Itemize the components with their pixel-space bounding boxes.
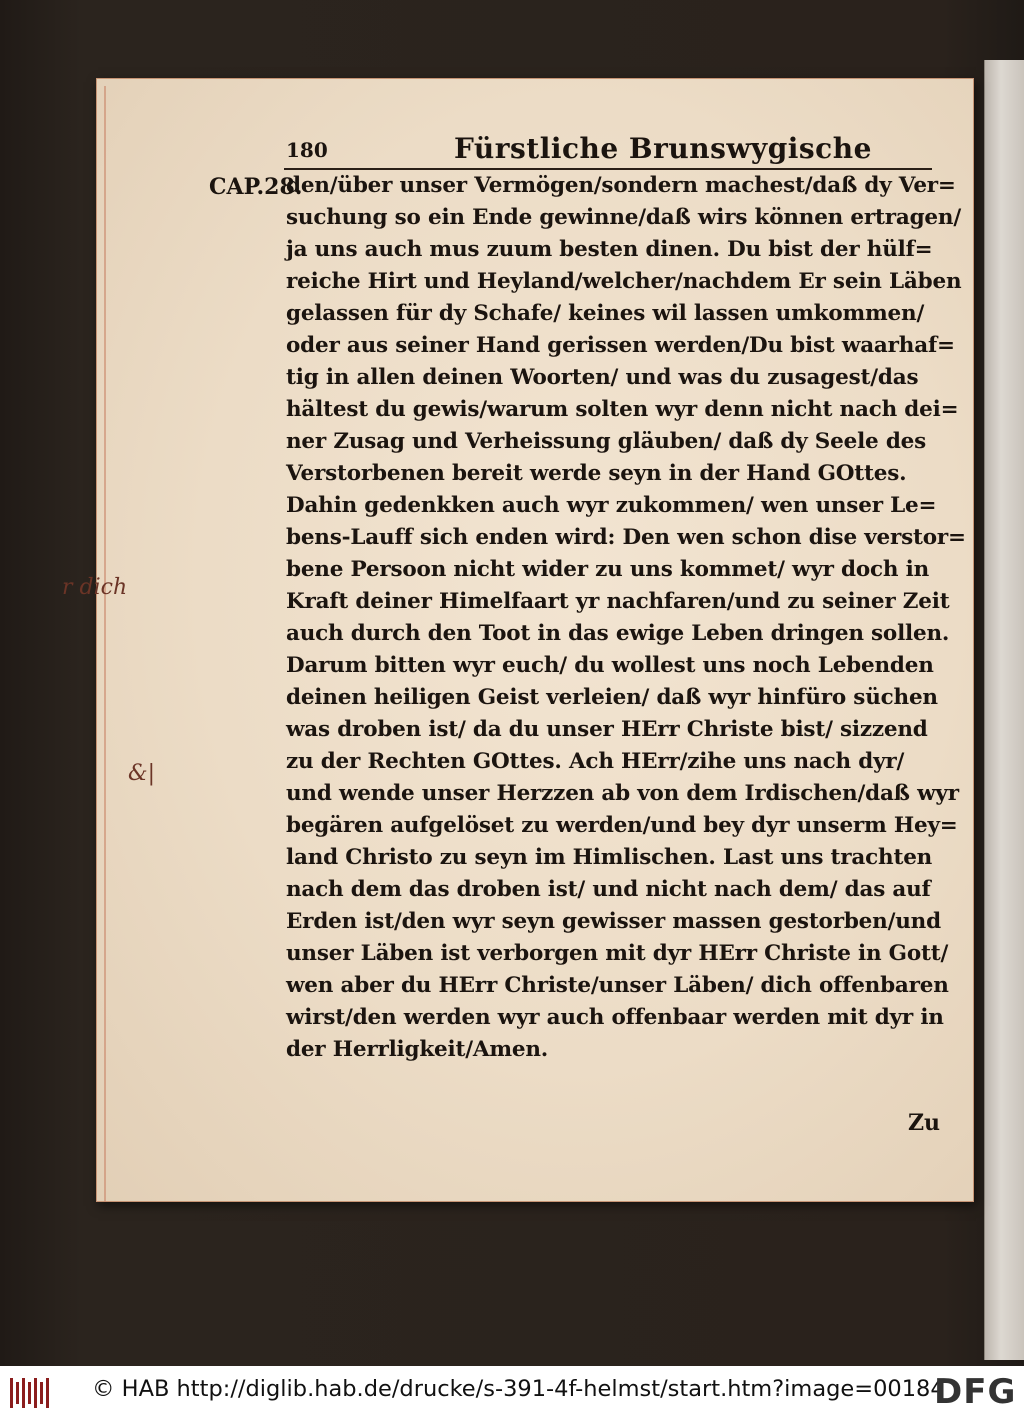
text-line: begären aufgelöset zu werden/und bey dyr unserm Hey= [286,813,958,838]
adjacent-page-edge [984,60,1024,1360]
text-line: wen aber du HErr Christe/unser Läben/ dich offenbaren [286,973,949,998]
copyright-link[interactable]: © HAB http://diglib.hab.de/drucke/s-391-4f-helmst/start.htm?image=00184 [92,1376,945,1402]
text-line: suchung so ein Ende gewinne/daß wirs können ertragen/ [286,205,961,230]
handwritten-margin-note: &| [128,761,155,786]
book-page [96,78,974,1202]
text-line: oder aus seiner Hand gerissen werden/Du bist waarhaf= [286,333,955,358]
text-line: bene Persoon nicht wider zu uns kommet/ wyr doch in [286,557,929,582]
text-line: was droben ist/ da du unser HErr Christe bist/ sizzend [286,717,928,742]
text-line: hältest du gewis/warum solten wyr denn nicht nach dei= [286,397,959,422]
text-line: Dahin gedenkken auch wyr zukommen/ wen unser Le= [286,493,937,518]
text-line: und wende unser Herzzen ab von dem Irdischen/daß wyr [286,781,959,806]
text-line: ner Zusag und Verheissung gläuben/ daß dy Seele des [286,429,927,454]
text-line: tig in allen deinen Woorten/ und was du zusagest/das [286,365,919,390]
text-line: deinen heiligen Geist verleien/ daß wyr hinfüro süchen [286,685,938,710]
text-line: unser Läben ist verborgen mit dyr HErr Christe in Gott/ [286,941,949,966]
handwritten-margin-note: r dich [62,575,128,600]
hab-logo-icon [10,1378,50,1408]
text-line: den/über unser Vermögen/sondern machest/daß dy Ver= [286,173,956,198]
running-title: Fürstliche Brunswygische [454,132,872,165]
text-line: ja uns auch mus zuum besten dinen. Du bist der hülf= [286,237,933,262]
text-line: Kraft deiner Himelfaart yr nachfaren/und zu seiner Zeit [286,589,950,614]
text-line: reiche Hirt und Heyland/welcher/nachdem Er sein Läben [286,269,962,294]
catchword: Zu [908,1110,941,1136]
text-line: wirst/den werden wyr auch offenbaar werden mit dyr in [286,1005,944,1030]
text-line: nach dem das droben ist/ und nicht nach dem/ das auf [286,877,931,902]
text-line: zu der Rechten GOttes. Ach HErr/zihe uns nach dyr/ [286,749,905,774]
text-line: gelassen für dy Schafe/ keines wil lassen umkommen/ [286,301,925,326]
dfg-logo: DFG [934,1372,1017,1412]
page-number: 180 [286,138,328,162]
text-line: auch durch den Toot in das ewige Leben dringen sollen. [286,621,950,646]
text-line: bens-Lauff sich enden wird: Den wen schon dise verstor= [286,525,966,550]
text-line: Darum bitten wyr euch/ du wollest uns noch Lebenden [286,653,934,678]
text-line: Verstorbenen bereit werde seyn in der Hand GOttes. [286,461,907,486]
text-line: der Herrligkeit/Amen. [286,1037,549,1062]
page-header [286,132,926,166]
body-text [286,170,966,1066]
text-line: Erden ist/den wyr seyn gewisser massen gestorben/und [286,909,941,934]
footer-bar [0,1366,1024,1418]
chapter-side-label: CAP.28. [209,174,303,200]
text-line: land Christo zu seyn im Himlischen. Last uns trachten [286,845,933,870]
